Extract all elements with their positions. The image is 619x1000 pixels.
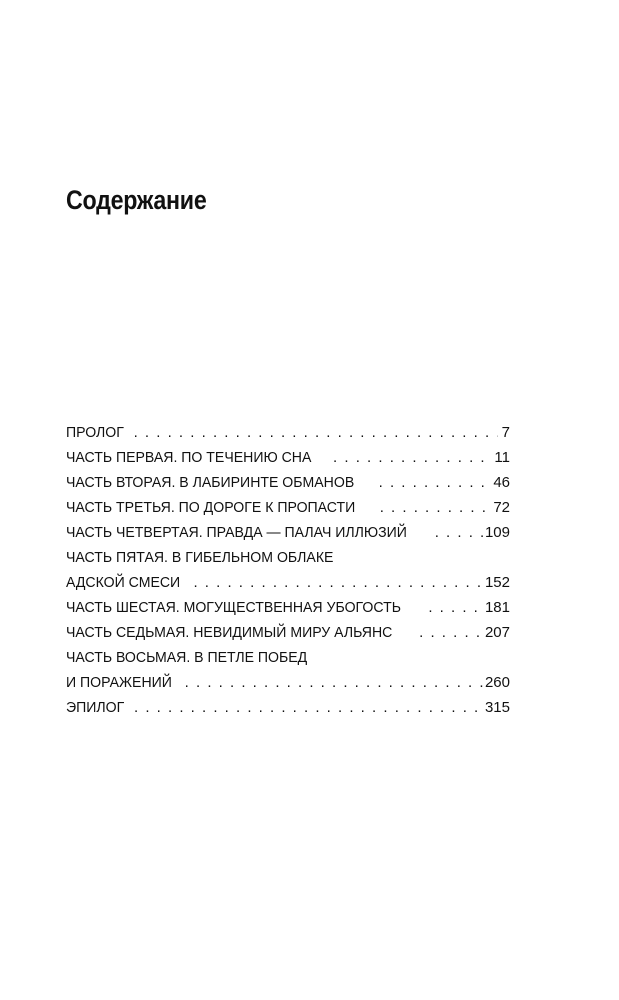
toc-entry-line [66, 470, 510, 495]
toc-entry-title: ЧАСТЬ ПЕРВАЯ. ПО ТЕЧЕНИЮ СНА [66, 449, 312, 466]
toc-page-number: 46 [493, 474, 510, 491]
toc-entry [66, 595, 510, 620]
toc-entry-title: ЧАСТЬ ВОСЬМАЯ. В ПЕТЛЕ ПОБЕД [66, 649, 308, 666]
toc-entry-line [66, 445, 510, 470]
toc-entry-title: ЧАСТЬ СЕДЬМАЯ. НЕВИДИМЫЙ МИРУ АЛЬЯНС [66, 624, 393, 641]
toc-entry-line [66, 645, 510, 670]
toc-entry-title: ЧАСТЬ ЧЕТВЕРТАЯ. ПРАВДА — ПАЛАЧ ИЛЛЮЗИЙ [66, 524, 407, 541]
toc-entry [66, 495, 510, 520]
toc-page-number: 109 [484, 524, 510, 541]
dot-leader [380, 495, 492, 520]
dot-leader [185, 670, 483, 695]
dot-leader [134, 420, 498, 445]
toc-entry [66, 445, 510, 470]
toc-page-number: 11 [494, 449, 510, 466]
toc-entry [66, 545, 510, 595]
toc-entry-line [66, 620, 510, 645]
dot-leader [193, 570, 483, 595]
toc-entry-title: ЧАСТЬ ВТОРАЯ. В ЛАБИРИНТЕ ОБМАНОВ [66, 474, 355, 491]
toc-entry [66, 695, 510, 720]
toc-entry-title: ЭПИЛОГ [66, 699, 125, 716]
toc-entry-title: АДСКОЙ СМЕСИ [66, 574, 181, 591]
dot-leader [333, 445, 492, 470]
toc-page-number: 152 [484, 574, 510, 591]
toc-entry-title: И ПОРАЖЕНИЙ [66, 674, 172, 691]
toc-entry [66, 620, 510, 645]
toc-entry-title: ПРОЛОГ [66, 424, 124, 441]
dot-leader [379, 470, 492, 495]
toc-entry-title: ЧАСТЬ ПЯТАЯ. В ГИБЕЛЬНОМ ОБЛАКЕ [66, 549, 334, 566]
toc-entry-line [66, 670, 510, 695]
toc-entry-line [66, 520, 510, 545]
toc-page-number: 181 [484, 599, 510, 616]
toc-entry-title: ЧАСТЬ ТРЕТЬЯ. ПО ДОРОГЕ К ПРОПАСТИ [66, 499, 356, 516]
toc-entry [66, 520, 510, 545]
toc-entry-line [66, 595, 510, 620]
toc-entry [66, 420, 510, 445]
dot-leader [134, 695, 483, 720]
toc-entry-line [66, 495, 510, 520]
dot-leader [435, 520, 483, 545]
toc-entry [66, 645, 510, 695]
toc-entry-title: ЧАСТЬ ШЕСТАЯ. МОГУЩЕСТВЕННАЯ УБОГОСТЬ [66, 599, 401, 616]
dot-leader [419, 620, 483, 645]
toc-entry [66, 470, 510, 495]
toc-entry-line [66, 420, 510, 445]
toc-page-number: 7 [501, 424, 510, 441]
toc-entry-line [66, 695, 510, 720]
toc-entry-line [66, 545, 510, 570]
table-of-contents [66, 420, 510, 720]
dot-leader [428, 595, 483, 620]
toc-entry-line [66, 570, 510, 595]
toc-page-number: 72 [493, 499, 510, 516]
toc-page-number: 315 [484, 699, 510, 716]
contents-heading: Содержание [66, 185, 207, 215]
toc-page-number: 260 [484, 674, 510, 691]
toc-page-number: 207 [484, 624, 510, 641]
